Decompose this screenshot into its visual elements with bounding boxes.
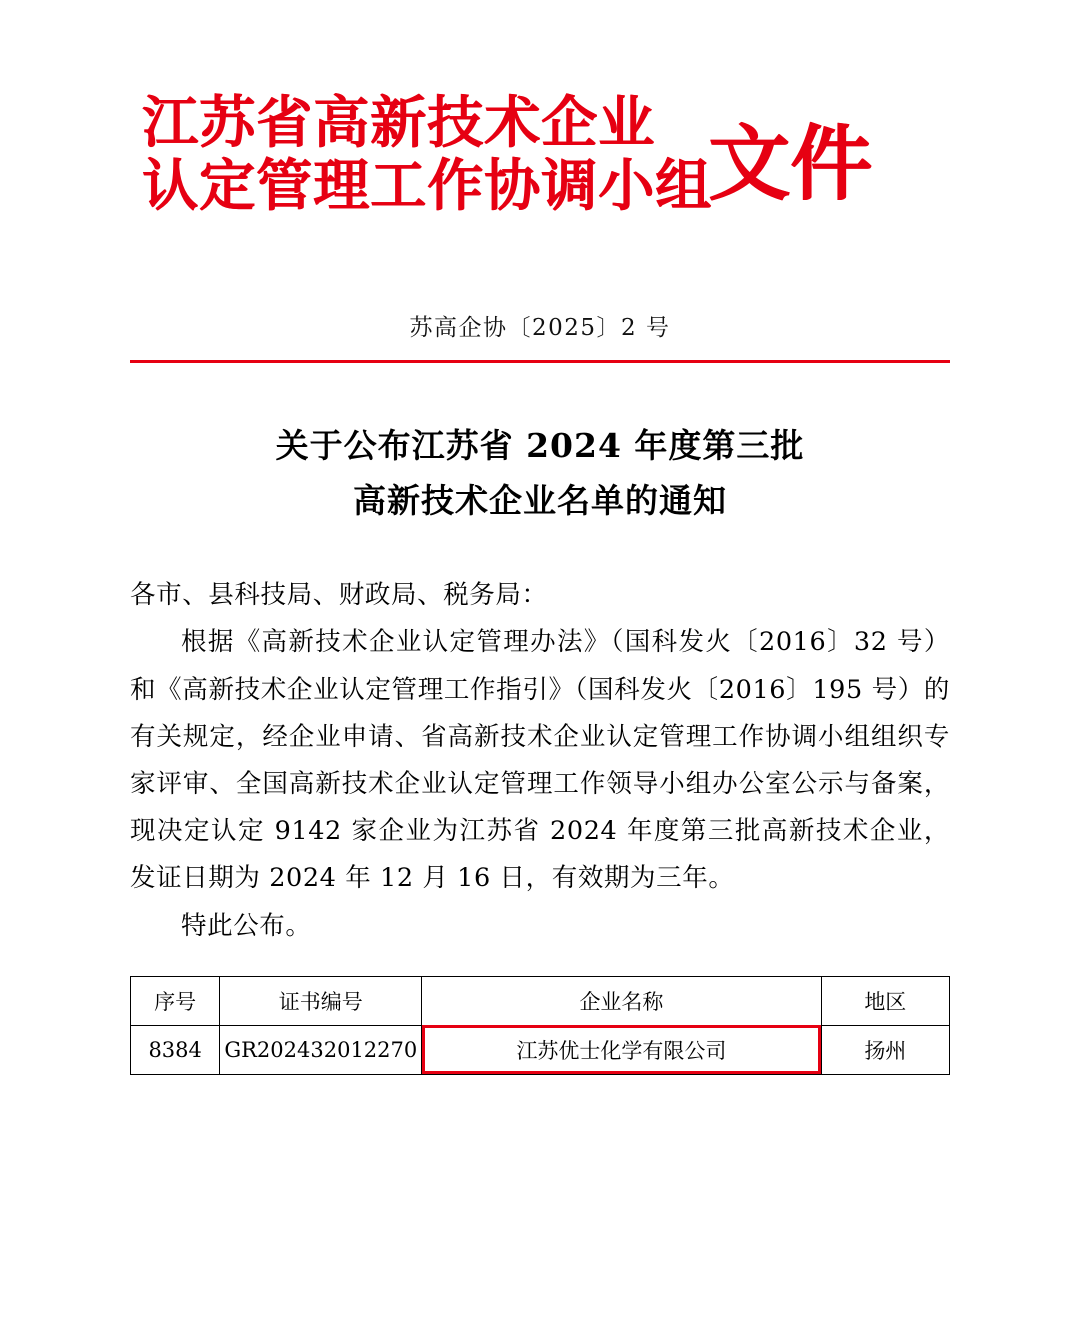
red-divider-rule [130,360,950,363]
cell-region: 扬州 [821,1025,949,1074]
masthead-suffix: 文件 [708,115,873,212]
salutation: 各市、县科技局、财政局、税务局： [130,580,548,611]
column-header-company: 企业名称 [422,976,821,1025]
page-title-line-2: 高新技术企业名单的通知 [353,480,727,520]
masthead-lines [142,92,712,217]
cell-cert-no: GR202432012270 [220,1025,422,1074]
masthead-line-1: 江苏省高新技术企业 [142,90,655,156]
masthead-line-2: 认定管理工作协调小组 [142,152,712,219]
document-body [130,572,950,949]
table-row [131,1025,950,1074]
masthead-wrap [142,92,950,217]
page-title-line-1: 关于公布江苏省 2024 年度第三批 [275,426,805,466]
table-header-row [131,976,950,1025]
column-header-region: 地区 [821,976,949,1025]
body-paragraph-2: 特此公布。 [181,910,312,941]
page-title [130,419,950,528]
body-paragraph-1: 根据《高新技术企业认定管理办法》（国科发火〔2016〕32 号）和《高新技术企业认定管理工作指引》（国科发火〔2016〕195 号）的有关规定，经企业申请、省高新技术企业认定管理工作协调小组组织专家评审、全国高新技术企业认定管理工作领导小组办公室公示与备案，现决定认定 9142 家企业为江苏省 2024 年度第三批高新技术企业，发证日期为 2024 年 12 月 16 日，有效期为三年。 [130,627,950,894]
company-list-table [130,976,950,1075]
masthead [130,0,950,217]
company-list-table-wrap [130,976,950,1075]
cell-index: 8384 [131,1025,220,1074]
column-header-index: 序号 [131,976,220,1025]
document-number: 苏高企协〔2025〕2 号 [409,315,671,342]
cell-company-highlighted: 江苏优士化学有限公司 [422,1025,821,1074]
column-header-cert-no: 证书编号 [220,976,422,1025]
